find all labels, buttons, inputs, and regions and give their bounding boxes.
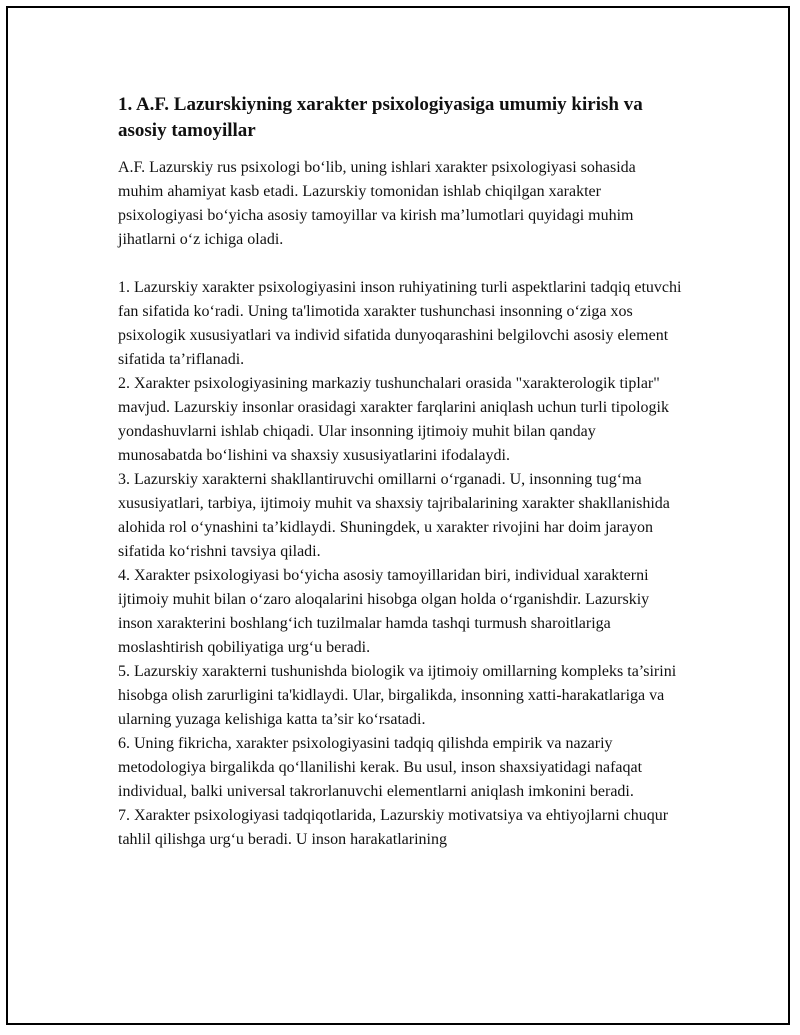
list-item-3: 3. Lazurskiy xarakterni shakllantiruvchi omillarni o‘rganadi. U, insonning tug‘ma xususiyatlari, tarbiya, ijtimoiy muhit va shaxsiy tajribalarining xarakter shakllanishida alohida rol o‘ynashini ta’kidlaydi. Shuningdek, u xarakter rivojini har doim jarayon sifatida ko‘rishni tavsiya qiladi. [118, 471, 670, 560]
document-body [118, 92, 684, 852]
list-item-2: 2. Xarakter psixologiyasining markaziy tushunchalari orasida "xarakterologik tiplar" mavjud. Lazurskiy insonlar orasidagi xarakter farqlarini aniqlash uchun turli tipologik yondashuvlarni ishlab chiqadi. Ular insonning ijtimoiy muhit bilan qanday munosabatda bo‘lishini va shaxsiy xususiyatlarini ifodalaydi. [118, 375, 669, 464]
list-item-4: 4. Xarakter psixologiyasi bo‘yicha asosiy tamoyillaridan biri, individual xarakterni ijtimoiy muhit bilan o‘zaro aloqalarini hisobga olgan holda o‘rganishdir. Lazurskiy inson xarakterini boshlang‘ich tuzilmalar hamda tashqi turmush sharoitlariga moslashtirish qobiliyatiga urg‘u beradi. [118, 567, 650, 656]
list-item-6: 6. Uning fikricha, xarakter psixologiyasini tadqiq qilishda empirik va nazariy metodologiya birgalikda qo‘llanilishi kerak. Bu usul, inson shaxsiyatidagi nafaqat individual, balki universal takrorlanuvchi elementlarni aniqlash imkonini beradi. [118, 735, 643, 800]
intro-paragraph: A.F. Lazurskiy rus psixologi bo‘lib, uning ishlari xarakter psixologiyasi sohasida muhim ahamiyat kasb etadi. Lazurskiy tomonidan ishlab chiqilgan xarakter psixologiyasi bo‘yicha asosiy tamoyillar va kirish ma’lumotlari quyidagi muhim jihatlarni o‘z ichiga oladi. [118, 159, 636, 248]
section-heading: 1. A.F. Lazurskiyning xarakter psixologiyasiga umumiy kirish va asosiy tamoyillar [118, 94, 643, 141]
list-item-1: 1. Lazurskiy xarakter psixologiyasini inson ruhiyatining turli aspektlarini tadqiq etuvchi fan sifatida ko‘radi. Uning ta'limotida xarakter tushunchasi insonning o‘ziga xos psixologik xususiyatlari va individ sifatida dunyoqarashini belgilovchi asosiy element sifatida ta’riflanadi. [118, 279, 682, 368]
list-item-7: 7. Xarakter psixologiyasi tadqiqotlarida, Lazurskiy motivatsiya va ehtiyojlarni chuqur tahlil qilishga urg‘u beradi. U inson harakatlarining [118, 807, 669, 848]
list-item-5: 5. Lazurskiy xarakterni tushunishda biologik va ijtimoiy omillarning kompleks ta’sirini hisobga olish zarurligini ta'kidlaydi. Ular, birgalikda, insonning xatti-harakatlariga va ularning yuzaga kelishiga katta ta’sir ko‘rsatadi. [118, 663, 677, 728]
